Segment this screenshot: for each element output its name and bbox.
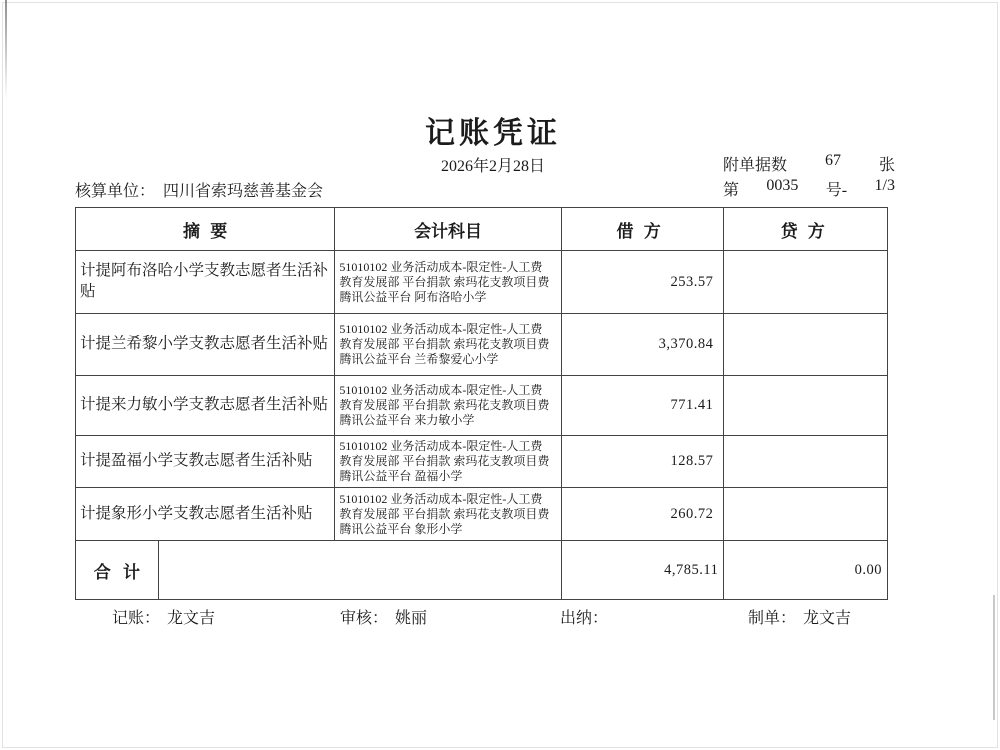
total-credit: 0.00: [854, 561, 882, 578]
row-account: 51010102 业务活动成本-限定性-人工费 教育发展部 平台捐款 索玛花支教项目费 腾讯公益平台 兰希黎爱心小学: [335, 314, 561, 375]
cashier-label: 出纳：: [560, 610, 609, 627]
table-row: [76, 376, 887, 436]
header-summary: 摘 要: [76, 208, 335, 250]
row-credit: [724, 376, 887, 435]
reviewer-signature: [340, 605, 427, 628]
voucher-table: [75, 207, 888, 600]
page-title: 记账凭证: [425, 117, 561, 150]
row-account: 51010102 业务活动成本-限定性-人工费 教育发展部 平台捐款 索玛花支教项目费 腾讯公益平台 象形小学: [335, 488, 561, 540]
header-account: 会计科目: [335, 208, 561, 250]
row-summary: 计提阿布洛哈小学支教志愿者生活补贴: [76, 251, 335, 313]
row-summary: 计提来力敏小学支教志愿者生活补贴: [76, 376, 335, 435]
reviewer-name: 姚丽: [395, 610, 428, 627]
table-header-row: [76, 208, 887, 251]
preparer-label: 制单：: [748, 610, 797, 627]
preparer-signature: [748, 605, 851, 628]
row-summary: 计提兰希黎小学支教志愿者生活补贴: [76, 314, 335, 375]
scan-artifact-right: [993, 595, 995, 720]
row-debit: 771.41: [562, 376, 725, 435]
row-debit: 128.57: [562, 436, 725, 487]
row-credit: [724, 436, 887, 487]
attachment-count: 67: [825, 152, 841, 169]
cashier-signature: [560, 605, 615, 628]
accounting-unit-line: [75, 178, 323, 201]
total-empty-cell: [159, 541, 562, 599]
attachment-label: 附单据数: [723, 157, 788, 174]
attachment-info: [723, 152, 895, 175]
voucher-number: 0035: [766, 177, 799, 194]
accounting-unit-label: 核算单位：: [75, 183, 156, 200]
row-debit: 260.72: [562, 488, 725, 540]
row-account: 51010102 业务活动成本-限定性-人工费 教育发展部 平台捐款 索玛花支教项目费 腾讯公益平台 阿布洛哈小学: [335, 251, 561, 313]
header-credit: 贷 方: [780, 221, 825, 241]
table-row: [76, 314, 887, 376]
bookkeeper-name: 龙文吉: [167, 610, 216, 627]
reviewer-label: 审核：: [340, 610, 389, 627]
row-summary: 计提象形小学支教志愿者生活补贴: [76, 488, 335, 540]
total-row: [76, 541, 887, 599]
scan-artifact-left: [5, 0, 7, 100]
voucher-number-suffix: 号-: [825, 182, 848, 199]
total-label: 合 计: [76, 541, 159, 599]
row-summary: 计提盈福小学支教志愿者生活补贴: [76, 436, 335, 487]
row-account: 51010102 业务活动成本-限定性-人工费 教育发展部 平台捐款 索玛花支教项目费 腾讯公益平台 来力敏小学: [335, 376, 561, 435]
voucher-number-prefix: 第: [723, 182, 740, 199]
bookkeeper-label: 记账：: [112, 610, 161, 627]
table-row: [76, 488, 887, 541]
row-account: 51010102 业务活动成本-限定性-人工费 教育发展部 平台捐款 索玛花支教项目费 腾讯公益平台 盈福小学: [335, 436, 561, 487]
total-debit: 4,785.11: [562, 541, 725, 599]
row-credit: [724, 488, 887, 540]
voucher-page-number: 1/3: [874, 177, 895, 194]
table-row: [76, 436, 887, 488]
voucher-date: 2026年2月28日: [440, 158, 545, 175]
table-row: [76, 251, 887, 314]
preparer-name: 龙文吉: [803, 610, 852, 627]
header-debit: 借 方: [562, 208, 725, 250]
row-debit: 253.57: [562, 251, 725, 313]
attachment-unit: 张: [878, 157, 895, 174]
voucher-number-line: [723, 177, 895, 200]
row-credit: [724, 314, 887, 375]
bookkeeper-signature: [112, 605, 215, 628]
accounting-unit-name: 四川省索玛慈善基金会: [163, 183, 324, 200]
row-debit: 3,370.84: [562, 314, 725, 375]
row-credit: [724, 251, 887, 313]
